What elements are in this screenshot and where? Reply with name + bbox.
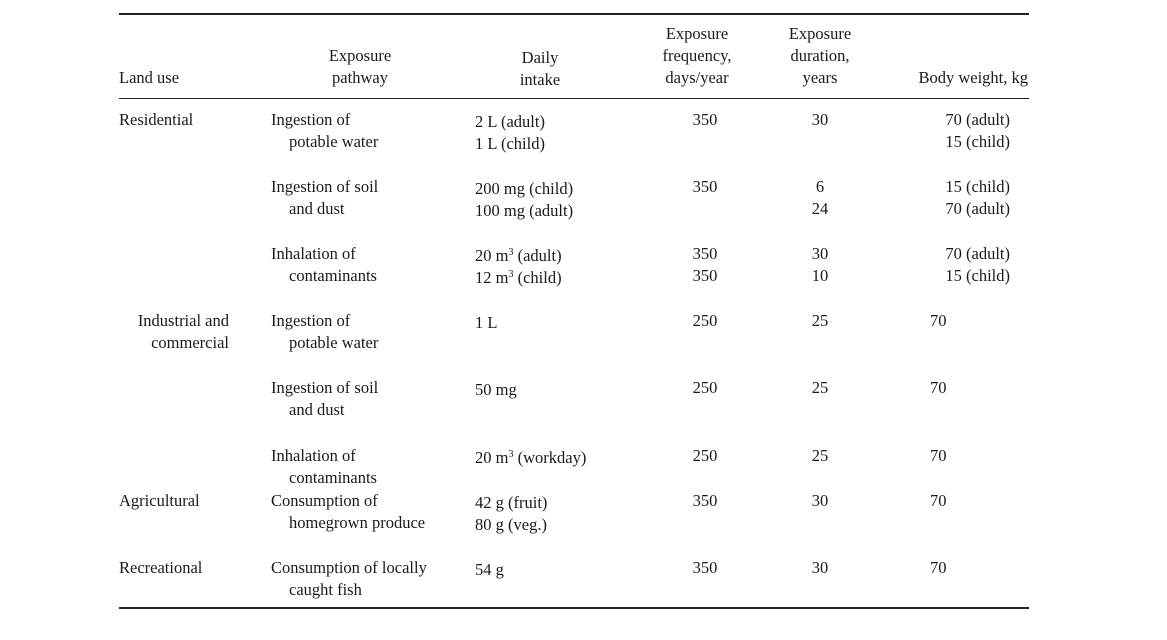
cell-frequency: 350 <box>692 491 718 510</box>
cell-daily-intake: 2 L (adult) 1 L (child) <box>475 112 545 153</box>
cell-body-weight: 70 <box>930 378 947 397</box>
cell-pathway: Ingestion of soil and dust <box>271 177 379 218</box>
cell-daily-intake: 54 g <box>475 560 504 579</box>
cell-daily-intake: 20 $m^3$ (adult) 12 $m^3$ (child) <box>475 246 562 287</box>
cell-frequency: 250 <box>692 311 718 330</box>
cell-body-weight: 70 <box>930 446 947 465</box>
header-intake: Daily intake <box>519 48 561 89</box>
cell-land-use: Residential <box>119 110 194 129</box>
header-body-weight: Body weight, kg <box>918 68 1028 87</box>
cell-daily-intake: 42 g (fruit) 80 g (veg.) <box>475 493 548 534</box>
header-rule <box>119 98 1029 99</box>
header-duration: Exposure duration, years <box>788 24 852 87</box>
cell-body-weight: 70 <box>930 558 947 577</box>
cell-pathway: Consumption of homegrown produce <box>271 491 426 532</box>
cell-pathway: Inhalation of contaminants <box>271 446 377 487</box>
cell-body-weight: 15 (child) 70 (adult) <box>945 177 1010 218</box>
cell-land-use: Recreational <box>119 558 203 577</box>
cell-duration: 25 <box>811 311 829 330</box>
cell-daily-intake: 20 $m^3$ (workday) <box>475 448 587 467</box>
cell-frequency: 250 <box>692 378 718 397</box>
cell-frequency: 250 <box>692 446 718 465</box>
cell-daily-intake: 1 L <box>475 313 498 332</box>
cell-duration: 25 <box>811 446 829 465</box>
cell-pathway: Ingestion of potable water <box>271 311 379 352</box>
cell-duration: 30 <box>811 110 829 129</box>
cell-body-weight: 70 <box>930 491 947 510</box>
cell-land-use: Industrial and commercial <box>137 311 229 352</box>
cell-duration: 30 <box>811 558 829 577</box>
cell-daily-intake: 200 mg (child) 100 mg (adult) <box>475 179 574 220</box>
table-bottom-rule <box>119 607 1029 609</box>
cell-frequency: 350 <box>692 110 718 129</box>
cell-body-weight: 70 (adult) 15 (child) <box>945 110 1010 151</box>
cell-frequency: 350 <box>692 558 718 577</box>
cell-duration: 6 24 <box>811 177 829 218</box>
header-land-use: Land use <box>119 68 180 87</box>
cell-pathway: Consumption of locally caught fish <box>271 558 427 599</box>
cell-frequency: 350 <box>692 177 718 196</box>
cell-pathway: Ingestion of soil and dust <box>271 378 379 419</box>
cell-duration: 25 <box>811 378 829 397</box>
header-pathway: Exposure pathway <box>328 46 392 87</box>
cell-daily-intake: 50 mg <box>475 380 517 399</box>
cell-frequency: 350 350 <box>692 244 718 285</box>
cell-body-weight: 70 (adult) 15 (child) <box>945 244 1010 285</box>
cell-pathway: Ingestion of potable water <box>271 110 379 151</box>
header-frequency: Exposure frequency, days/year <box>662 24 732 87</box>
cell-body-weight: 70 <box>930 311 947 330</box>
table-top-rule <box>119 13 1029 15</box>
cell-land-use: Agricultural <box>119 491 200 510</box>
cell-duration: 30 10 <box>811 244 829 285</box>
cell-duration: 30 <box>811 491 829 510</box>
cell-pathway: Inhalation of contaminants <box>271 244 377 285</box>
